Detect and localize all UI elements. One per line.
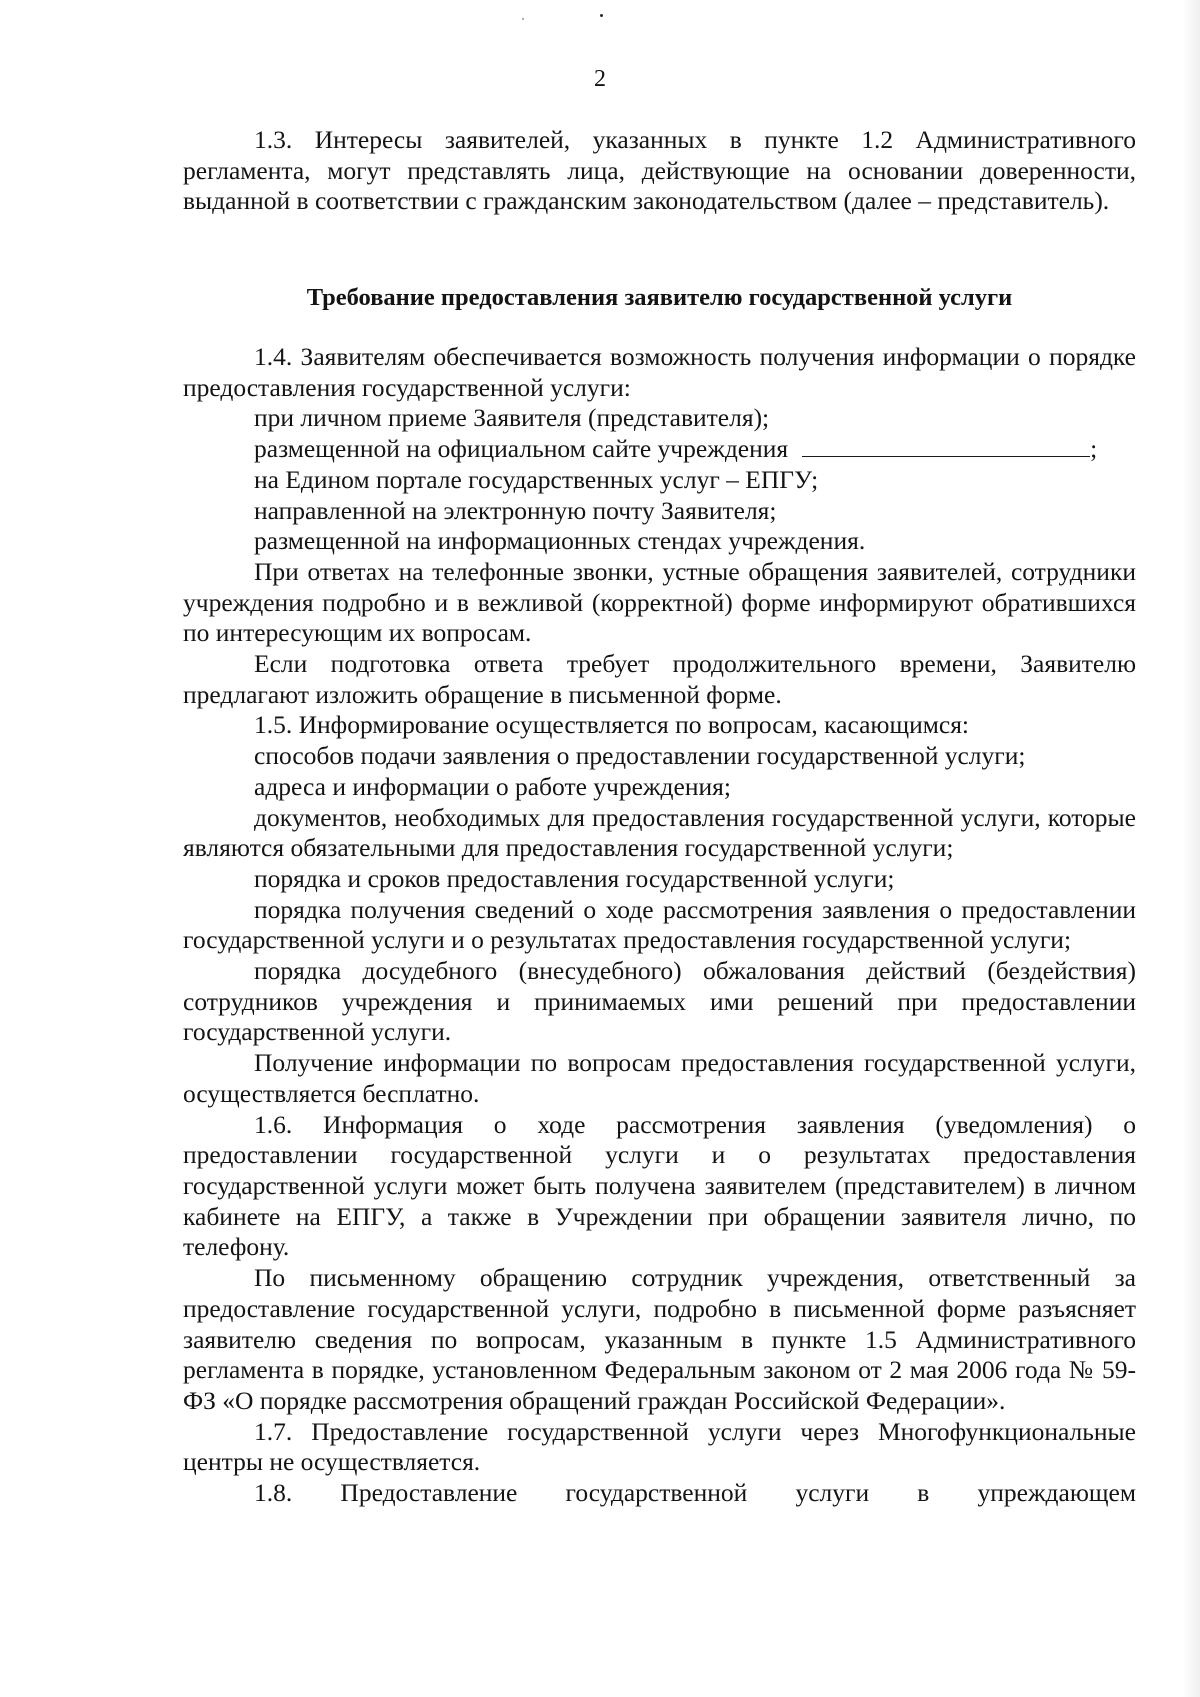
paragraph-1-5-intro: 1.5. Информирование осуществляется по вопросам, касающимся: [254,710,970,740]
list-1-4-item: размещенной на информационных стендах учреждения. [254,526,866,556]
list-1-5-item: документов, необходимых для предоставления государственной услуги, которые являются обязательными для предоставления государственной услуги; [183,802,1136,863]
list-1-5-item: порядка досудебного (внесудебного) обжалования действий (бездействия) сотрудников учреждения и принимаемых ими решений при предоставлении государственной услуги. [183,956,1136,1047]
list-1-5-item: способов подачи заявления о предоставлении государственной услуги; [254,741,1026,771]
paragraph-written-form: Если подготовка ответа требует продолжительного времени, Заявителю предлагают изложить обращение в письменной форме. [183,649,1136,709]
page-number: 2 [594,66,606,92]
scan-speck [600,14,603,17]
list-1-4-item-website [183,434,1136,465]
section-heading: Требование предоставления заявителю государственной услуги [306,284,1013,311]
list-1-5-item: адреса и информации о работе учреждения; [254,771,731,801]
paragraph-phone-inquiries: При ответах на телефонные звонки, устные обращения заявителей, сотрудники учреждения подробно и в вежливой (корректной) форме информируют обратившихся по интересующим их вопросам. [183,556,1136,648]
main-text-block [183,342,1136,1509]
list-1-5-item: порядка получения сведений о ходе рассмотрения заявления о предоставлении государственной услуги и о результатах предоставления государственной услуги; [183,894,1136,955]
paragraph-written-request: По письменному обращению сотрудник учреждения, ответственный за предоставление государственной услуги, подробно в письменной форме разъясняет заявителю сведения по вопросам, указанным в пункте 1.5 Административного регламента в порядке, установленном Федеральным законом от 2 мая 2006 года № 59-ФЗ «О порядке рассмотрения обращений граждан Российской Федерации». [183,1263,1136,1415]
list-1-5-item: порядка и сроков предоставления государственной услуги; [254,863,895,893]
list-1-4-item-end: ; [1090,434,1098,464]
list-1-4-item: направленной на электронную почту Заявителя; [254,495,777,525]
list-1-4-item: при личном приеме Заявителя (представителя); [254,403,770,433]
list-1-4-item-text: размещенной на официальном сайте учреждения [254,434,789,464]
paragraph-1-7: 1.7. Предоставление государственной услуги через Многофункциональные центры не осуществляется. [183,1416,1136,1477]
paragraph-free-of-charge: Получение информации по вопросам предоставления государственной услуги, осуществляется бесплатно. [183,1048,1136,1108]
paragraph-1-4-intro: 1.4. Заявителям обеспечивается возможность получения информации о порядке предоставления государственной услуги: [183,342,1136,402]
paragraph-1-3: 1.3. Интересы заявителей, указанных в пункте 1.2 Административного регламента, могут представлять лица, действующие на основании доверенности, выданной в соответствии с гражданским законодательством (далее – представитель). [183,125,1136,216]
list-1-4-item: на Едином портале государственных услуг – ЕПГУ; [254,464,819,494]
scan-speck [522,18,524,20]
scan-edge-shadow [1182,0,1200,1697]
paragraph-1-6: 1.6. Информация о ходе рассмотрения заявления (уведомления) о предоставлении государственной услуги и о результатах предоставления государственной услуги может быть получена заявителем (представителем) в личном кабинете на ЕПГУ, а также в Учреждении при обращении заявителя лично, по телефону. [183,1109,1136,1262]
paragraph-1-8: 1.8. Предоставление государственной услуги в упреждающем [254,1478,1136,1508]
paragraph-1-3-block [183,125,1136,217]
fill-in-blank [802,434,1090,457]
